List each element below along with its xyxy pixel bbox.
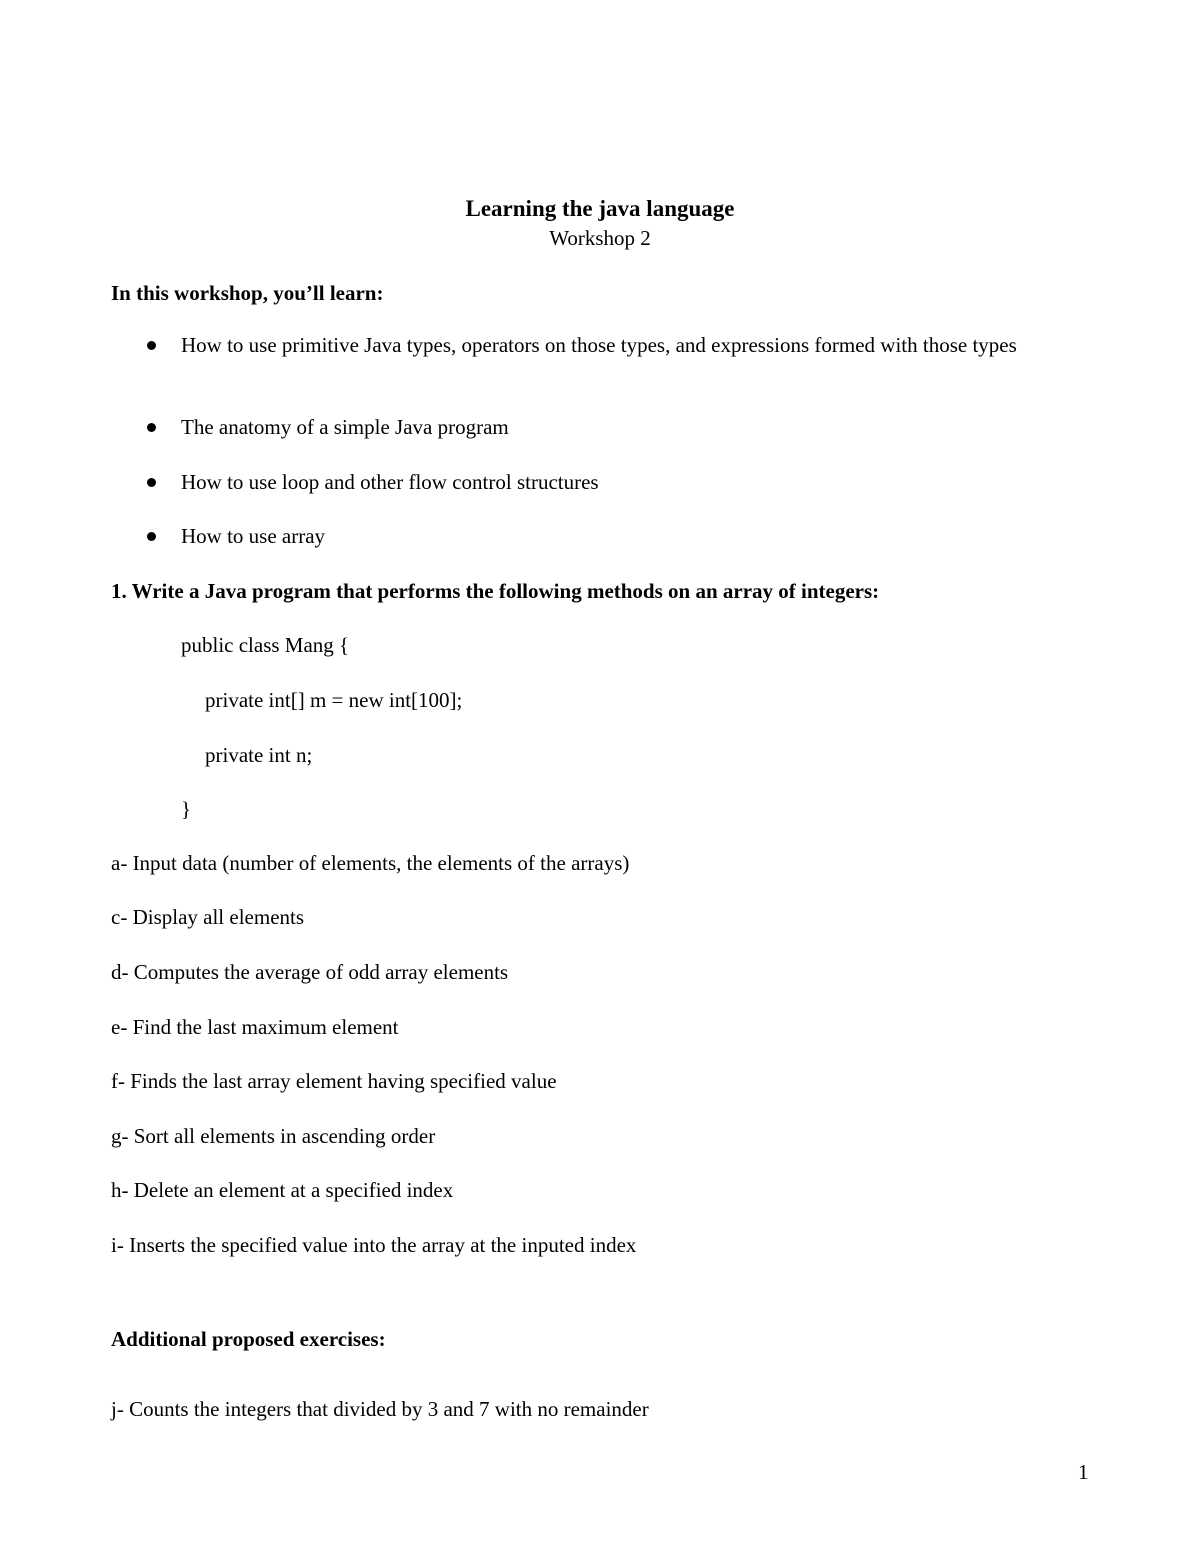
document-title: Learning the java language bbox=[465, 196, 735, 221]
task-item: i- Inserts the specified value into the array at the inputed index bbox=[111, 1233, 637, 1257]
page-number: 1 bbox=[1078, 1460, 1089, 1484]
bullet-icon bbox=[147, 532, 156, 541]
document-subtitle: Workshop 2 bbox=[549, 226, 651, 250]
bullet-item: How to use loop and other flow control structures bbox=[181, 470, 599, 494]
code-line: private int[] m = new int[100]; bbox=[205, 688, 463, 712]
bullet-item: How to use array bbox=[181, 524, 326, 548]
task-item: a- Input data (number of elements, the elements of the arrays) bbox=[111, 851, 630, 875]
code-line: } bbox=[181, 797, 192, 821]
additional-heading: Additional proposed exercises: bbox=[111, 1327, 386, 1351]
additional-item: j- Counts the integers that divided by 3 and 7 with no remainder bbox=[111, 1397, 649, 1421]
intro-heading: In this workshop, you’ll learn: bbox=[111, 281, 384, 305]
code-line: private int n; bbox=[205, 743, 313, 767]
bullet-icon bbox=[147, 423, 156, 432]
task-item: f- Finds the last array element having specified value bbox=[111, 1069, 557, 1093]
bullet-item: The anatomy of a simple Java program bbox=[181, 415, 509, 439]
code-line: public class Mang { bbox=[181, 633, 350, 657]
task-item: d- Computes the average of odd array elements bbox=[111, 960, 509, 984]
bullet-icon bbox=[147, 341, 156, 350]
task-item: g- Sort all elements in ascending order bbox=[111, 1124, 436, 1148]
question-1: 1. Write a Java program that performs the following methods on an array of integers: bbox=[111, 579, 880, 603]
bullet-item: How to use primitive Java types, operators on those types, and expressions formed with those types bbox=[181, 333, 1017, 357]
bullet-icon bbox=[147, 478, 156, 487]
task-item: c- Display all elements bbox=[111, 905, 305, 929]
task-item: h- Delete an element at a specified index bbox=[111, 1178, 454, 1202]
task-item: e- Find the last maximum element bbox=[111, 1015, 399, 1039]
